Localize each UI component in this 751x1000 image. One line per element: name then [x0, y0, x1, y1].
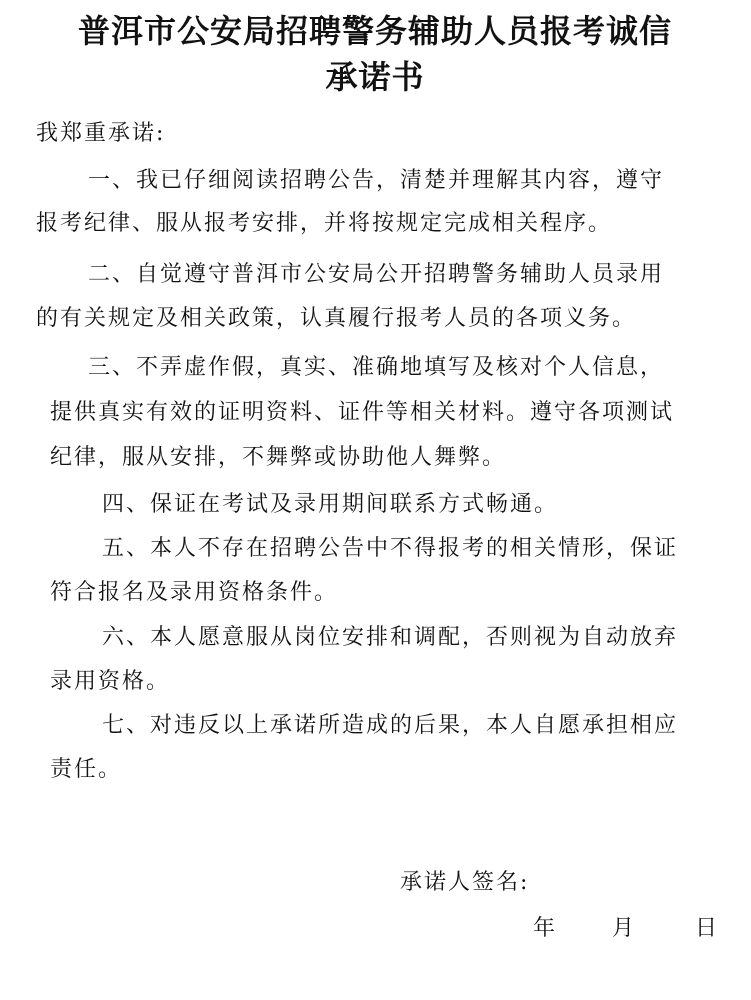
commitment-item-3-line-3: 纪律，服从安排，不舞弊或协助他人舞弊。: [50, 445, 507, 470]
date-year-label: 年: [533, 916, 558, 941]
commitment-item-3-line-1: 三、不弄虚作假，真实、准确地填写及核对个人信息，: [88, 355, 665, 380]
commitment-item-4-line-1: 四、保证在考试及录用期间联系方式畅通。: [102, 492, 559, 517]
intro-text: 我郑重承诺:: [36, 121, 166, 146]
commitment-item-6-line-2: 录用资格。: [50, 669, 171, 694]
commitment-item-7-line-1: 七、对违反以上承诺所造成的后果，本人自愿承担相应: [102, 713, 679, 738]
commitment-item-7-line-2: 责任。: [50, 757, 123, 782]
commitment-item-1-line-1: 一、我已仔细阅读招聘公告，清楚并理解其内容，遵守: [88, 168, 665, 193]
date-day-label: 日: [695, 916, 720, 941]
commitment-item-2-line-2: 的有关规定及相关政策，认真履行报考人员的各项义务。: [36, 306, 637, 331]
signature-label: 承诺人签名:: [400, 870, 530, 895]
date-month-label: 月: [612, 916, 637, 941]
commitment-item-5-line-1: 五、本人不存在招聘公告中不得报考的相关情形，保证: [102, 536, 679, 561]
commitment-item-2-line-1: 二、自觉遵守普洱市公安局公开招聘警务辅助人员录用: [88, 262, 665, 287]
commitment-item-6-line-1: 六、本人愿意服从岗位安排和调配，否则视为自动放弃: [102, 625, 679, 650]
commitment-item-5-line-2: 符合报名及录用资格条件。: [50, 580, 339, 605]
commitment-item-1-line-2: 报考纪律、服从报考安排，并将按规定完成相关程序。: [36, 211, 613, 236]
document-title-line-1: 普洱市公安局招聘警务辅助人员报考诚信: [77, 12, 672, 50]
document-title-line-2: 承诺书: [325, 58, 425, 96]
commitment-item-3-line-2: 提供真实有效的证明资料、证件等相关材料。遵守各项测试: [50, 400, 675, 425]
